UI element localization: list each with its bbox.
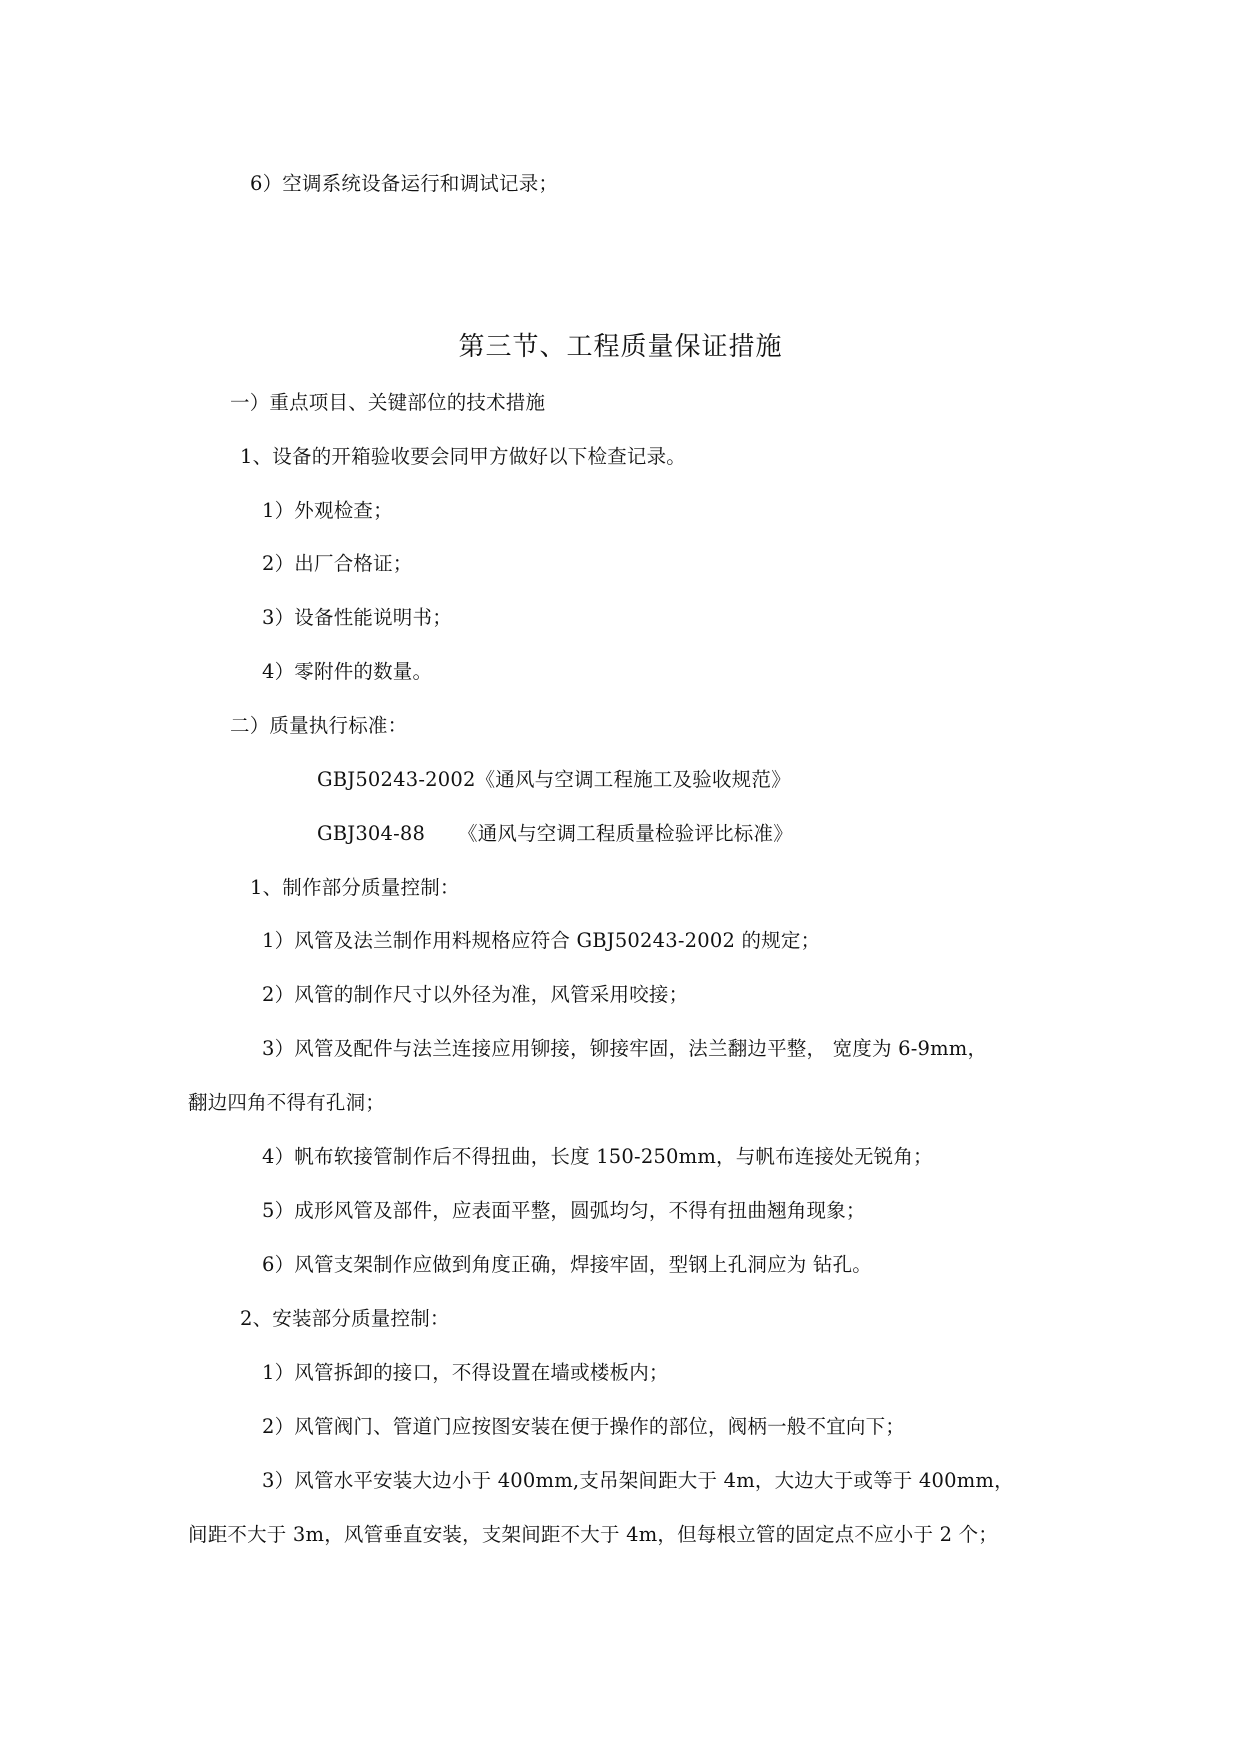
section-title: 第三节、工程质量保证措施 xyxy=(458,332,783,362)
list-item: 1）外观检查； xyxy=(262,499,393,522)
list-item-air-conditioning-records: 6）空调系统设备运行和调试记录； xyxy=(250,172,559,195)
list-item-continuation: 间距不大于 3m，风管垂直安装，支架间距不大于 4m，但每根立管的固定点不应小于 2 个； xyxy=(188,1523,998,1546)
list-item: 1）风管及法兰制作用料规格应符合 GBJ50243-2002 的规定； xyxy=(262,929,821,952)
list-item: 2）风管阀门、管道门应按图安装在便于操作的部位，阀柄一般不宜向下； xyxy=(262,1415,906,1438)
standard-code: GBJ50243-2002 xyxy=(317,768,476,791)
list-item: 3）风管及配件与法兰连接应用铆接，铆接牢固，法兰翻边平整， 宽度为 6-9mm， xyxy=(262,1037,988,1060)
item-heading-fabrication-quality: 1、制作部分质量控制： xyxy=(250,876,460,899)
item-heading-installation-quality: 2、安装部分质量控制： xyxy=(240,1307,450,1330)
list-item: 2）风管的制作尺寸以外径为准，风管采用咬接； xyxy=(262,983,689,1006)
part2-heading: 二）质量执行标准： xyxy=(230,714,408,737)
standard-row xyxy=(317,766,791,794)
list-item-continuation: 翻边四角不得有孔洞； xyxy=(188,1091,386,1114)
list-item: 6）风管支架制作应做到角度正确，焊接牢固，型钢上孔洞应为 钻孔。 xyxy=(262,1253,873,1276)
list-item: 1）风管拆卸的接口，不得设置在墙或楼板内； xyxy=(262,1361,669,1384)
standard-code: GBJ304-88 xyxy=(317,822,426,845)
list-item: 3）风管水平安装大边小于 400mm,支吊架间距大于 4m，大边大于或等于 400mm， xyxy=(262,1469,1014,1492)
list-item: 3）设备性能说明书； xyxy=(262,606,452,629)
standard-name: 《通风与空调工程施工及验收规范》 xyxy=(475,768,791,791)
list-item: 5）成形风管及部件，应表面平整，圆弧均匀，不得有扭曲翘角现象； xyxy=(262,1199,866,1222)
list-item: 2）出厂合格证； xyxy=(262,552,413,575)
part1-heading: 一）重点项目、关键部位的技术措施 xyxy=(230,391,546,414)
item-heading-unpacking-inspection: 1、设备的开箱验收要会同甲方做好以下检查记录。 xyxy=(240,445,687,468)
list-item: 4）零附件的数量。 xyxy=(262,660,433,683)
standard-name: 《通风与空调工程质量检验评比标准》 xyxy=(458,822,793,845)
list-item: 4）帆布软接管制作后不得扭曲，长度 150-250mm，与帆布连接处无锐角； xyxy=(262,1145,933,1168)
standard-row xyxy=(317,820,793,848)
